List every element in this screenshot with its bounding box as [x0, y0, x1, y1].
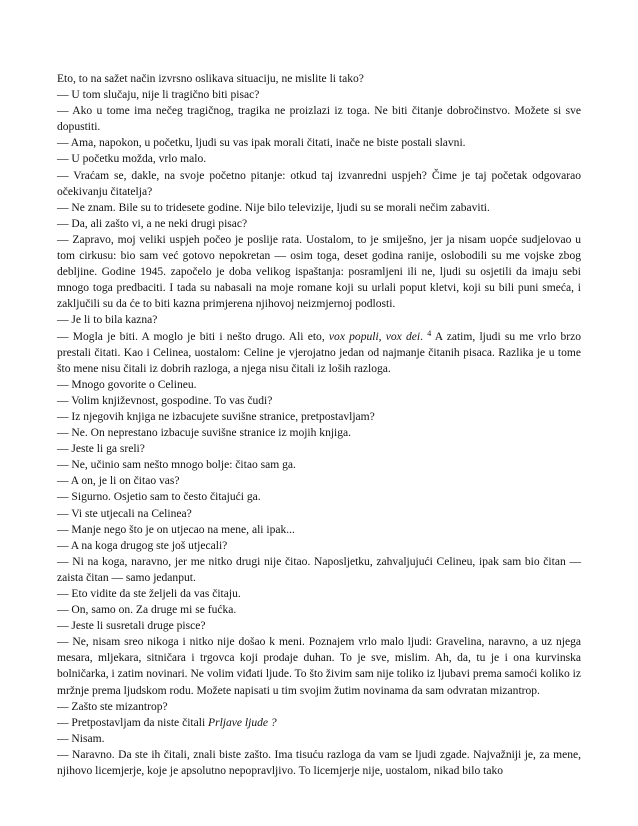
paragraph: — Ne. On neprestano izbacuje suvišne stranice iz mojih knjiga.: [57, 427, 352, 440]
paragraph: — Ako u tome ima nečeg tragičnog, tragika ne proizlazi iz toga. Ne biti čitanje dobročinstvo. Možete si sve dopustiti.: [57, 105, 581, 134]
paragraph: — Jeste li ga sreli?: [57, 443, 145, 456]
paragraph: — On, samo on. Za druge mi se fućka.: [57, 604, 237, 617]
book-title: Prljave ljude ?: [208, 716, 277, 729]
document-page: [57, 71, 581, 779]
paragraph: — Ni na koga, naravno, jer me nitko drugi nije čitao. Naposljetku, zahvaljujući Celineu, ipak sam bio čitan — zaista čitan — samo jedanput.: [57, 555, 581, 584]
paragraph-with-title: [57, 715, 581, 731]
paragraph: — Ama, napokon, u početku, ljudi su vas ipak morali čitati, inače ne biste postali slavni.: [57, 137, 466, 150]
paragraph: — Nisam.: [57, 732, 105, 745]
footnote-marker: 4: [427, 328, 432, 338]
paragraph: — U tom slučaju, nije li tragično biti pisac?: [57, 89, 260, 102]
paragraph: — Sigurno. Osjetio sam to često čitajući ga.: [57, 491, 261, 504]
paragraph: — U početku možda, vrlo malo.: [57, 153, 207, 166]
paragraph-text: — Mogla je biti. A moglo je biti i nešto drugo. Ali eto,: [57, 330, 329, 343]
paragraph-with-citation: [57, 329, 581, 377]
paragraph: — Ne znam. Bile su to tridesete godine. Nije bilo televizije, ljudi su se morali nečim zabaviti.: [57, 201, 490, 214]
paragraph: — Volim književnost, gospodine. To vas čudi?: [57, 394, 273, 407]
paragraph-text: — Pretpostavljam da niste čitali: [57, 716, 209, 729]
paragraph: — Zapravo, moj veliki uspjeh počeo je poslije rata. Uostalom, to je smiješno, jer ja nisam uopće sudjelovao u tom cirkusu: bio sam već gotovo nepokretan — osim toga, deset godina ranije, oslobodili su me vojske zbog debljine. Godine 1945. započelo je doba velikog ispaštanja: posramljeni ili ne, ljudi su osjetili da imaju sebi mnogo toga predbaciti. I tada su nabasali na moje romane koji su urlali poput kletvi, koji su bili puni smeća, i zaključili su da će to biti kazna primjerena njihovoj neizmjernoj podlosti.: [57, 233, 581, 311]
paragraph: — Vraćam se, dakle, na svoje početno pitanje: otkud taj izvanredni uspjeh? Čime je taj početak odgovarao očekivanju čitatelja?: [57, 169, 581, 198]
paragraph: — Je li to bila kazna?: [57, 314, 158, 327]
paragraph: Eto, to na sažet način izvrsno oslikava situaciju, ne mislite li tako?: [57, 73, 364, 85]
italic-phrase: vox populi, vox dei: [328, 330, 421, 343]
paragraph: — Zašto ste mizantrop?: [57, 700, 168, 713]
paragraph: — Da, ali zašto vi, a ne neki drugi pisac?: [57, 217, 248, 230]
paragraph: — Manje nego što je on utjecao na mene, ali ipak...: [57, 523, 295, 536]
paragraph: — Ne, učinio sam nešto mnogo bolje: čitao sam ga.: [57, 459, 296, 472]
paragraph: — A na koga drugog ste još utjecali?: [57, 539, 228, 552]
paragraph: — Mnogo govorite o Celineu.: [57, 378, 197, 391]
paragraph: — Eto vidite da ste željeli da vas čitaju.: [57, 588, 241, 600]
paragraph: — Vi ste utjecali na Celinea?: [57, 507, 192, 520]
paragraph: — Iz njegovih knjiga ne izbacujete suvišne stranice, pretpostavljam?: [57, 410, 375, 423]
paragraph: — Naravno. Da ste ih čitali, znali biste zašto. Ima tisuću razloga da vam se ljudi zgade. Najvažniji je, za mene, njihovo licemjerje, koje je apsolutno nepopravljivo. To licemjerje nije, uostalom, nikad bilo tako: [57, 748, 581, 778]
paragraph: — A on, je li on čitao vas?: [57, 475, 180, 488]
paragraph: — Jeste li susretali druge pisce?: [57, 620, 206, 633]
paragraph: — Ne, nisam sreo nikoga i nitko nije došao k meni. Poznajem vrlo malo ljudi: Gravelina, naravno, a uz njega mesara, mljekara, sitničara i trgovca koji prodaje duhan. To je sve, mislim. Ah, da, tu je i ona kurvinska bolničarka, i zatim novinari. Ne volim viđati ljude. To što živim sam nije toliko iz ljubavi prema samoći koliko iz mržnje prema ljudskom rodu. Možete napisati u tim svojim žutim novinama da sam odvratan mizantrop.: [57, 636, 581, 697]
paragraph-text: A zatim, ljudi su me vrlo brzo prestali čitati. Kao i Celinea, uostalom: Celine je vjerojatno jedan od najmanje čitanih pisaca. Razlika je u tome što mene nisu čitali iz dobrih razloga, a njega nisu čitali iz loših razloga.: [57, 330, 581, 375]
paragraph-text: .: [420, 330, 428, 343]
